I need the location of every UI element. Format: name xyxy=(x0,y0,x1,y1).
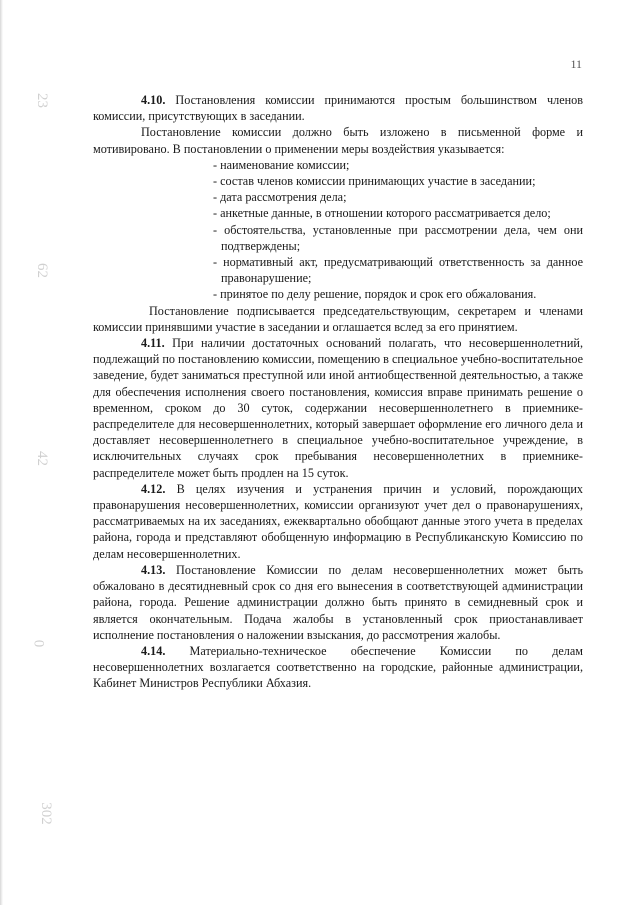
paragraph-signature xyxy=(93,303,583,335)
paragraph-4-10-continued xyxy=(93,124,583,156)
list-item: - состав членов комиссии принимающих участие в заседании; xyxy=(213,174,536,189)
clause-text: Материально-техническое обеспечение Комиссии по делам несовершеннолетних возлагается соответственно на городские, районные администрации, Кабинет Министров Республики Абхазия. xyxy=(93,643,584,691)
paragraph-4-12 xyxy=(93,481,583,562)
page-edge xyxy=(0,0,3,905)
list-item: - обстоятельства, установленные при рассмотрении дела, чем они подтверждены; xyxy=(213,222,583,253)
list-item: - дата рассмотрения дела; xyxy=(213,190,347,205)
margin-mark: 0 xyxy=(30,639,47,648)
clause-text: При наличии достаточных оснований полагать, что несовершеннолетний, подлежащий по постановлению комиссии, помещению в специальное учебно-воспитательное заведение, будет заниматься преступной или иной антиобщественной деятельностью, а также для обеспечения исполнения своего постановления, комиссия вправе принимать решение о временном, сроком до 30 суток, содержании несовершеннолетнего в приемнике-распределителе для несовершеннолетних, который завершает оформление его личного дела и доставляет несовершеннолетнего в специальное учебно-воспитательное учреждение, в исключительных случаях срок пребывания несовершеннолетних в приемнике-распределителе может быть продлен на 15 суток. xyxy=(93,336,584,480)
clause-text: Постановление Комиссии по делам несовершеннолетних может быть обжаловано в десятидневный срок со дня его вынесения в соответствующей администрации района, города. Решение администрации должно быть принято в семидневный срок и является окончательным. Подача жалобы в установленный срок приостанавливает исполнение постановления о наложении взыскания, до рассмотрения жалобы. xyxy=(93,562,584,642)
document-body xyxy=(93,92,583,692)
clause-number: 4.11. xyxy=(141,336,165,351)
decision-contents-list xyxy=(93,157,583,303)
margin-mark: 62 xyxy=(34,263,50,278)
paragraph-4-14 xyxy=(93,643,583,692)
clause-text: Постановление комиссии должно быть изложено в письменной форме и мотивировано. В постановлении о применении меры воздействия указывается: xyxy=(93,125,583,156)
clause-text: В целях изучения и устранения причин и условий, порождающих правонарушения несовершеннолетних, комиссии организуют учет дел о правонарушениях, рассматриваемых на их заседаниях, ежеквартально обобщают данные этого учета в пределах района, города и представляют обобщенную информацию в Республиканскую Комиссию по делам несовершеннолетних. xyxy=(93,481,583,561)
clause-number: 4.12. xyxy=(141,481,166,496)
clause-text: Постановление подписывается председательствующим, секретарем и членами комиссии принявшими участие в заседании и оглашается вслед за его принятием. xyxy=(93,303,583,334)
list-item: - принятое по делу решение, порядок и срок его обжалования. xyxy=(213,287,537,302)
clause-number: 4.13. xyxy=(141,562,166,577)
margin-mark: 42 xyxy=(34,451,50,466)
paragraph-4-13 xyxy=(93,562,583,643)
clause-number: 4.10. xyxy=(141,93,166,107)
margin-mark: 302 xyxy=(37,802,54,825)
page-number: 11 xyxy=(570,57,582,71)
paragraph-4-11 xyxy=(93,335,583,481)
list-item: - нормативный акт, предусматривающий ответственность за данное правонарушение; xyxy=(213,255,583,286)
clause-number: 4.14. xyxy=(141,643,166,658)
clause-text: Постановления комиссии принимаются простым большинством членов комиссии, присутствующих в заседании. xyxy=(93,93,584,124)
margin-mark: 23 xyxy=(34,93,50,108)
list-item: - анкетные данные, в отношении которого рассматривается дело; xyxy=(213,206,551,221)
list-item: - наименование комиссии; xyxy=(213,157,350,172)
paragraph-4-10 xyxy=(93,92,583,124)
